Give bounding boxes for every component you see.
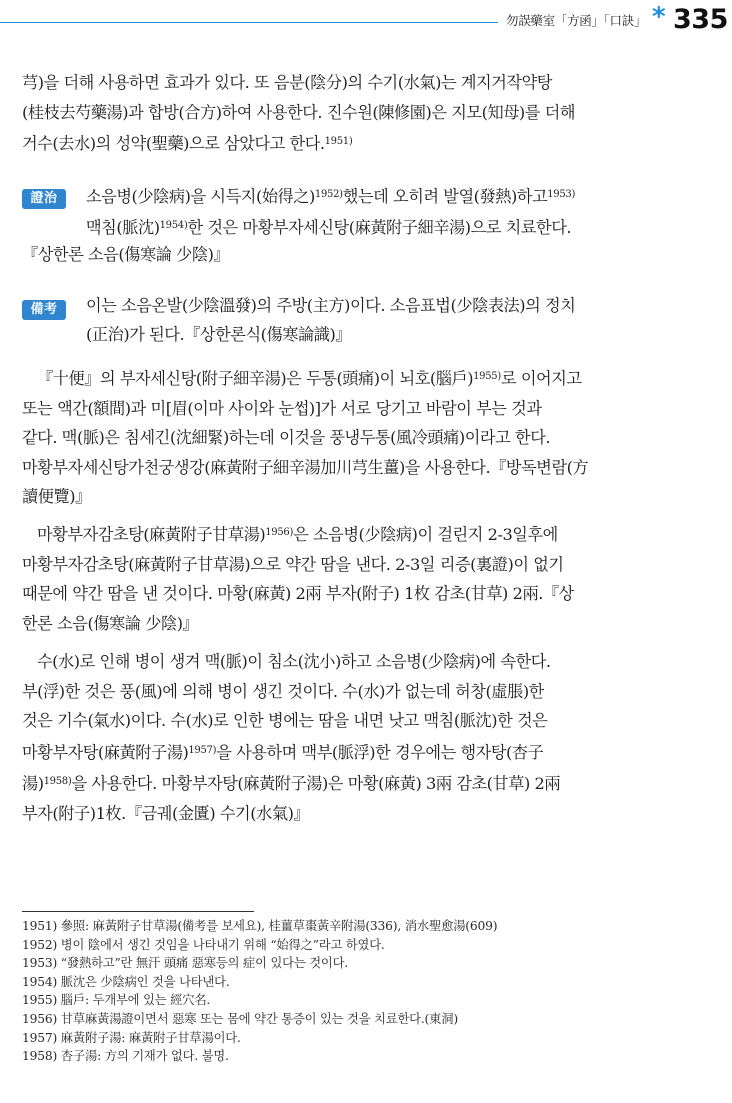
text-segment: 맥침(脈沈): [86, 218, 160, 237]
text-line: 때문에 약간 땀을 낸 것이다. 마황(麻黃) 2兩 부자(附子) 1枚 감초(甘草) 2兩.『상: [22, 584, 574, 603]
footnote-marker[interactable]: 1952): [314, 189, 343, 200]
paragraph-shuiqi: [22, 647, 660, 828]
text-segment: 마황부자감초탕(麻黃附子甘草湯): [37, 525, 266, 544]
text-segment: 『十便』의 부자세신탕(附子細辛湯)은 두통(頭痛)이 뇌호(腦戶): [37, 369, 474, 388]
star-icon: *: [652, 2, 666, 32]
footnote-item: 1953) “發熱하고”란 無汗 頭痛 惡寒등의 症이 있다는 것이다.: [22, 956, 348, 971]
footnote-marker[interactable]: 1951): [324, 136, 353, 147]
text-segment: 을 사용하며 맥부(脈浮)한 경우에는 행자탕(杏子: [216, 742, 544, 762]
footnote-item: 1955) 腦戶: 두개부에 있는 經穴名.: [22, 993, 211, 1008]
zhengzhi-text: [86, 180, 660, 242]
zhengzhi-source: 『상한론 소음(傷寒論 少陰)』: [22, 245, 230, 264]
paragraph-mahuangfuzigancao: [22, 518, 660, 638]
text-line: 수(水)로 인해 병이 생겨 맥(脈)이 침소(沈小)하고 소음병(少陰病)에 속한다.: [37, 652, 551, 671]
text-line: 거수(去水)의 성약(聖藥)으로 삼았다고 한다.: [22, 134, 325, 153]
footnote-item: 1952) 병이 陰에서 생긴 것임을 나타내기 위해 “始得之”라고 하였다.: [22, 937, 385, 952]
text-line: 같다. 맥(脈)은 침세긴(沈細緊)하는데 이것을 풍냉두통(風冷頭痛)이라고 한다.: [22, 428, 551, 447]
text-line: 讀便覽)』: [22, 487, 91, 506]
text-line: 마황부자세신탕가천궁생강(麻黃附子細辛湯加川芎生薑)을 사용한다.『방독변람(方: [22, 457, 589, 477]
text-line: 이는 소음온발(少陰溫發)의 주방(主方)이다. 소음표법(少陰表法)의 정치: [86, 296, 576, 315]
text-line: 마황부자감초탕(麻黃附子甘草湯)으로 약간 땀을 낸다. 2-3일 리증(裏證)이 없기: [22, 554, 564, 574]
footnote-item: 1954) 脈沈은 少陰病인 것을 나타낸다.: [22, 974, 230, 989]
text-segment: 했는데 오히려 발열(發熱)하고: [342, 187, 548, 206]
text-line: 부자(附子)1枚.『금궤(金匱) 수기(水氣)』: [22, 803, 310, 823]
footnote-marker[interactable]: 1954): [159, 220, 188, 231]
text-segment: 을 사용한다. 마황부자탕(麻黃附子湯)은 마황(麻黃) 3兩 감초(甘草) 2兩: [71, 774, 561, 793]
footnote-item: 1951) 參照: 麻黃附子甘草湯(備考를 보세요), 桂薑草棗黃辛附湯(336), 消水聖愈湯(609): [22, 919, 498, 933]
text-line: (桂枝去芍藥湯)과 합방(合方)하여 사용한다. 진수원(陳修園)은 지모(知母)를 더해: [22, 102, 576, 122]
text-segment: 소음병(少陰病)을 시득지(始得之): [86, 187, 315, 206]
beigao-text: [86, 291, 660, 349]
text-segment: 湯): [22, 774, 44, 793]
footnote-item: 1956) 甘草麻黃湯證이면서 惡寒 또는 몸에 약간 통증이 있는 것을 치료한다.(東洞): [22, 1011, 458, 1026]
page-number: 335: [673, 4, 728, 35]
footnote-marker[interactable]: 1956): [265, 527, 294, 538]
text-line: 한론 소음(傷寒論 少陰)』: [22, 613, 199, 633]
footnote-marker[interactable]: 1957): [188, 744, 217, 756]
zhengzhi-badge: 證治: [22, 189, 66, 209]
footnotes: [22, 917, 672, 1066]
footnote-marker[interactable]: 1953): [547, 189, 576, 200]
text-line: 또는 액간(額間)과 미[眉(이마 사이와 눈썹)]가 서로 당기고 바람이 부는 것과: [22, 398, 542, 418]
text-line: 부(浮)한 것은 풍(風)에 의해 병이 생긴 것이다. 수(水)가 없는데 허창(虛脹)한: [22, 681, 544, 701]
footnote-divider: [22, 911, 254, 912]
running-title: 勿誤藥室「方函」「口訣」: [506, 13, 647, 28]
paragraph-fuzixixin: [22, 362, 660, 512]
footnote-marker[interactable]: 1955): [473, 371, 501, 382]
beigao-badge: 備考: [22, 300, 66, 320]
header-rule: [0, 22, 498, 23]
text-segment: 은 소음병(少陰病)이 걸린지 2-3일후에: [293, 525, 558, 544]
footnote-marker[interactable]: 1958): [43, 776, 72, 787]
page-header: [0, 0, 732, 46]
text-line: 芎)을 더해 사용하면 효과가 있다. 또 음분(陰分)의 수기(水氣)는 계지거작약탕: [22, 73, 552, 92]
text-line: 것은 기수(氣水)이다. 수(水)로 인한 병에는 땀을 내면 낫고 맥침(脈沈)한 것은: [22, 711, 548, 730]
text-segment: 로 이어지고: [500, 369, 582, 388]
footnote-item: 1958) 杏子湯: 方의 기재가 없다. 불명.: [22, 1049, 229, 1064]
footnote-item: 1957) 麻黃附子湯: 麻黃附子甘草湯이다.: [22, 1030, 241, 1045]
text-line: (正治)가 된다.『상한론식(傷寒論識)』: [86, 325, 352, 344]
text-segment: 한 것은 마황부자세신탕(麻黃附子細辛湯)으로 치료한다.: [187, 218, 572, 237]
text-segment: 마황부자탕(麻黃附子湯): [22, 742, 189, 762]
paragraph-suiqi: [22, 68, 660, 159]
